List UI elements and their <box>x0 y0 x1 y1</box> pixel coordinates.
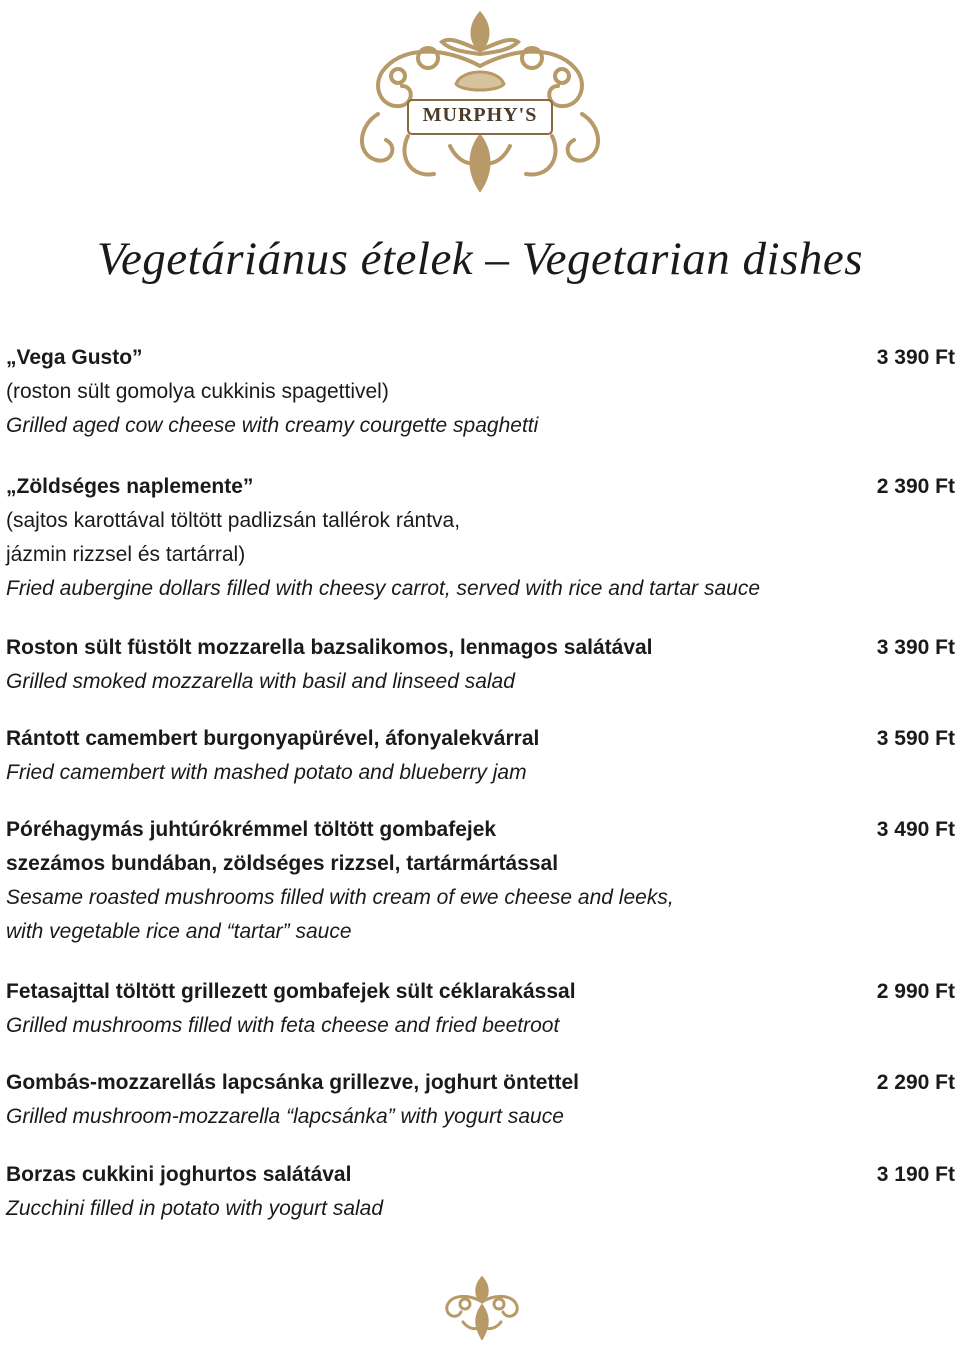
item-description-en: Fried camembert with mashed potato and blueberry jam <box>6 761 527 784</box>
item-description-en: Grilled aged cow cheese with creamy courgette spaghetti <box>6 414 539 437</box>
menu-item <box>6 470 955 606</box>
item-price: 3 590 Ft <box>876 727 955 750</box>
item-description-hu: jázmin rizzsel és tartárral) <box>6 543 246 566</box>
menu-item <box>6 1066 955 1134</box>
item-name: Póréhagymás juhtúrókrémmel töltött gombafejek <box>6 818 497 841</box>
baroque-crest-logo-icon <box>338 6 622 196</box>
item-name: Fetasajttal töltött grillezett gombafejek sült céklarakással <box>6 980 576 1003</box>
item-price: 2 390 Ft <box>876 475 955 498</box>
menu-item <box>6 1158 955 1226</box>
item-price: 2 990 Ft <box>876 980 955 1003</box>
item-name: Rántott camembert burgonyapürével, áfonyalekvárral <box>6 727 540 750</box>
item-price: 3 390 Ft <box>876 346 955 369</box>
menu-item <box>6 975 955 1043</box>
item-name: Gombás-mozzarellás lapcsánka grillezve, joghurt öntettel <box>6 1071 579 1094</box>
page-title: Vegetáriánus ételek – Vegetarian dishes <box>96 233 864 285</box>
menu-item <box>6 722 955 790</box>
item-description-en: Zucchini filled in potato with yogurt salad <box>6 1197 384 1220</box>
item-description-en: Grilled mushroom-mozzarella “lapcsánka” with yogurt sauce <box>6 1105 564 1128</box>
item-name: Roston sült füstölt mozzarella bazsalikomos, lenmagos salátával <box>6 636 653 659</box>
item-description-en: Grilled smoked mozzarella with basil and linseed salad <box>6 670 515 693</box>
restaurant-logo <box>338 6 622 196</box>
logo-text: MURPHY'S <box>422 104 538 126</box>
item-description-hu: (sajtos karottával töltött padlizsán tallérok rántva, <box>6 509 461 532</box>
item-description-hu: (roston sült gomolya cukkinis spagettivel) <box>6 380 389 403</box>
item-name-continued: szezámos bundában, zöldséges rizzsel, tartármártással <box>6 852 559 875</box>
item-price: 3 390 Ft <box>876 636 955 659</box>
item-price: 2 290 Ft <box>876 1071 955 1094</box>
menu-item <box>6 631 955 699</box>
menu-item <box>6 813 955 949</box>
item-name: Borzas cukkini joghurtos salátával <box>6 1163 352 1186</box>
item-description-en: Sesame roasted mushrooms filled with cream of ewe cheese and leeks, <box>6 886 674 909</box>
fleur-ornament-icon <box>441 1276 523 1340</box>
item-name: „Vega Gusto” <box>6 346 143 369</box>
item-description-en: with vegetable rice and “tartar” sauce <box>6 920 352 943</box>
item-name: „Zöldséges naplemente” <box>6 475 254 498</box>
menu-item <box>6 341 955 443</box>
item-description-en: Grilled mushrooms filled with feta cheese and fried beetroot <box>6 1014 560 1037</box>
item-price: 3 490 Ft <box>876 818 955 841</box>
item-description-en: Fried aubergine dollars filled with cheesy carrot, served with rice and tartar sauce <box>6 577 761 600</box>
item-price: 3 190 Ft <box>876 1163 955 1186</box>
